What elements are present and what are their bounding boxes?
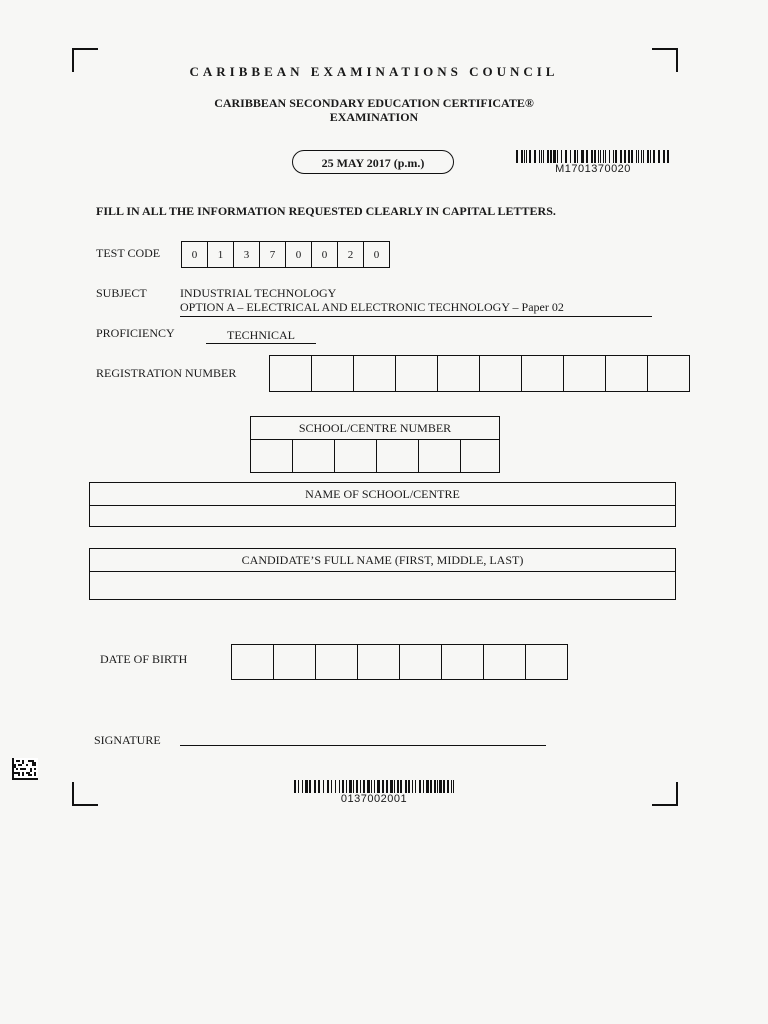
date-of-birth-cell[interactable] xyxy=(483,644,526,680)
test-code-boxes xyxy=(182,241,390,268)
date-of-birth-cell[interactable] xyxy=(525,644,568,680)
certificate-line-2: EXAMINATION xyxy=(329,110,419,124)
registration-number-cell[interactable] xyxy=(269,355,312,392)
test-code-digit: 1 xyxy=(207,241,234,268)
registration-number-cell[interactable] xyxy=(563,355,606,392)
school-centre-number-cell[interactable] xyxy=(293,440,335,473)
school-name-label: NAME OF SCHOOL/CENTRE xyxy=(90,483,675,506)
school-centre-number-boxes[interactable] xyxy=(251,440,499,473)
date-of-birth-boxes[interactable] xyxy=(232,644,568,680)
registration-number-cell[interactable] xyxy=(311,355,354,392)
registration-number-cell[interactable] xyxy=(647,355,690,392)
school-name-field[interactable] xyxy=(90,506,675,527)
school-centre-number-cell[interactable] xyxy=(251,440,293,473)
bottom-barcode xyxy=(294,780,454,805)
registration-number-cell[interactable] xyxy=(479,355,522,392)
proficiency-label: PROFICIENCY xyxy=(96,326,175,340)
certificate-title xyxy=(0,96,748,124)
registration-number-boxes[interactable] xyxy=(270,355,690,392)
test-code-digit: 0 xyxy=(285,241,312,268)
test-code-label: TEST CODE xyxy=(96,246,161,260)
top-barcode xyxy=(516,150,670,175)
subject-label: SUBJECT xyxy=(96,286,147,300)
registration-number-label: REGISTRATION NUMBER xyxy=(96,366,237,380)
council-title: CARIBBEAN EXAMINATIONS COUNCIL xyxy=(189,64,559,79)
barcode-bar xyxy=(453,780,454,793)
top-barcode-bars xyxy=(516,150,670,163)
test-code-digit: 0 xyxy=(311,241,338,268)
instruction-text: FILL IN ALL THE INFORMATION REQUESTED CLEARLY IN CAPITAL LETTERS. xyxy=(96,204,556,218)
qr-code-icon xyxy=(12,758,38,780)
school-centre-number-cell[interactable] xyxy=(461,440,499,473)
test-code-digit: 3 xyxy=(233,241,260,268)
bottom-barcode-bars xyxy=(294,780,454,793)
signature-label: SIGNATURE xyxy=(94,733,161,747)
school-name-panel xyxy=(89,482,676,527)
school-centre-number-cell[interactable] xyxy=(335,440,377,473)
date-of-birth-label: DATE OF BIRTH xyxy=(100,652,188,666)
candidate-name-field[interactable] xyxy=(90,572,675,600)
date-of-birth-cell[interactable] xyxy=(357,644,400,680)
registration-number-cell[interactable] xyxy=(395,355,438,392)
school-centre-number-panel xyxy=(250,416,500,473)
date-of-birth-cell[interactable] xyxy=(231,644,274,680)
test-code-digit: 0 xyxy=(181,241,208,268)
school-centre-number-label: SCHOOL/CENTRE NUMBER xyxy=(251,417,499,440)
registration-number-cell[interactable] xyxy=(605,355,648,392)
registration-number-cell[interactable] xyxy=(353,355,396,392)
test-code-digit: 0 xyxy=(363,241,390,268)
candidate-name-panel xyxy=(89,548,676,600)
signature-line[interactable] xyxy=(180,745,546,746)
registration-number-cell[interactable] xyxy=(437,355,480,392)
bottom-barcode-number: 0137002001 xyxy=(340,793,408,805)
corner-mark-bottom-left xyxy=(72,782,98,806)
candidate-name-label: CANDIDATE’S FULL NAME (FIRST, MIDDLE, LAST) xyxy=(90,549,675,572)
date-of-birth-cell[interactable] xyxy=(273,644,316,680)
subject-line-2: OPTION A – ELECTRICAL AND ELECTRONIC TECHNOLOGY – Paper 02 xyxy=(180,300,652,317)
top-barcode-number: M1701370020 xyxy=(555,163,631,175)
proficiency-value: TECHNICAL xyxy=(206,328,316,344)
school-centre-number-cell[interactable] xyxy=(419,440,461,473)
subject-line-1: INDUSTRIAL TECHNOLOGY xyxy=(180,286,337,300)
school-centre-number-cell[interactable] xyxy=(377,440,419,473)
registration-number-cell[interactable] xyxy=(521,355,564,392)
exam-date: 25 MAY 2017 (p.m.) xyxy=(292,150,454,174)
corner-mark-bottom-right xyxy=(652,782,678,806)
date-of-birth-cell[interactable] xyxy=(441,644,484,680)
certificate-line-1: CARIBBEAN SECONDARY EDUCATION CERTIFICATE® xyxy=(214,96,534,110)
date-of-birth-cell[interactable] xyxy=(399,644,442,680)
test-code-digit: 2 xyxy=(337,241,364,268)
test-code-digit: 7 xyxy=(259,241,286,268)
date-of-birth-cell[interactable] xyxy=(315,644,358,680)
barcode-bar xyxy=(669,150,670,163)
